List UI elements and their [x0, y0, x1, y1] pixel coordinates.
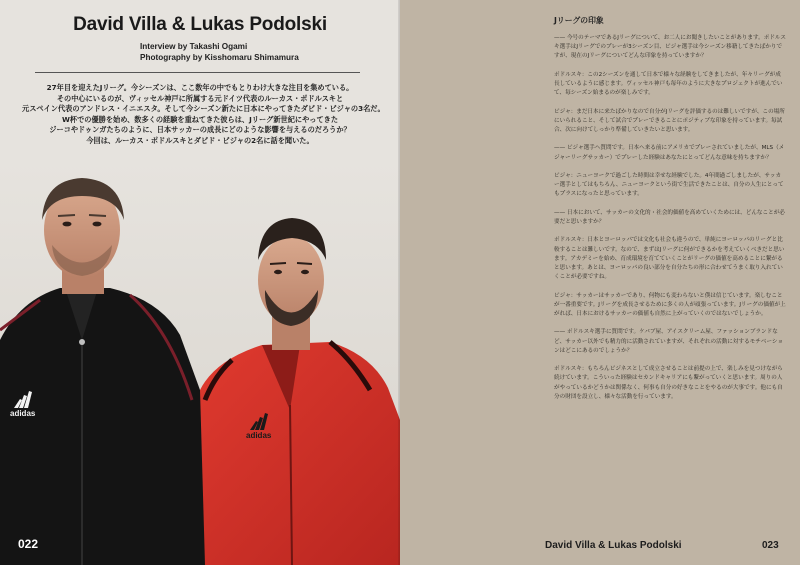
- intro-line: ジーコやドゥンガたちのように、日本サッカーの成長にどのような影響を与えるのだろうか？: [49, 125, 351, 135]
- credits: [140, 41, 299, 63]
- interview-paragraph: —— ビジャ選手へ質問です。日本へ来る前にアメリカでプレーされていましたが、MLS（メジャーリーグサッカー）でプレーした経験はあなたにとってどんな意味を持ちますか？: [554, 145, 785, 161]
- interview-paragraph: ポドルスキ：この2シーズンを通して日本で様々な経験をしてきましたが、年々リーグが成長しているように感じます。ヴィッセル神戸も毎年のように大きなプロジェクトが進んでいて、毎シーズン始まるのが楽しみです。: [554, 71, 783, 97]
- running-footer-title: David Villa & Lukas Podolski: [545, 540, 682, 551]
- intro-line: 27年目を迎えたJリーグ。今シーズンは、ここ数年の中でもとりわけ大きな注目を集めている。: [46, 83, 354, 92]
- title-divider: [35, 72, 360, 73]
- interview-paragraph: ビジャ：サッカーはサッカーであり、何物にも変わらないと僕は信じています。楽しむことが一番重要です。Jリーグを成長させるために多くの人が頑張っています。Jリーグの価値が上がれば、日本におけるサッカーの価値も自然に上がっていくのではないでしょうか。: [554, 292, 786, 317]
- article-title: David Villa & Lukas Podolski: [73, 14, 327, 35]
- interview-paragraph: —— 今号のテーマであるJリーグについて、お二人にお聞きしたいことがあります。ポドルスキ選手はJリーグでのプレーが3シーズン目、ビジャ選手は今シーズン移籍してきたばかりですが、現在のJリーグについてどんな印象を持っていますか？: [554, 35, 786, 60]
- interview-paragraph: ポドルスキ：日本とヨーロッパでは文化も社会も違うので、単純にヨーロッパのリーグと比較することは難しいです。なので、まずはJリーグに何ができるかを考えていくべきだと思います。アカデミーを始め、育成環境を育てていくことがリーグの価値を高めることに繋がると思います。あとは、ヨーロッパの良い部分を自分たちの形に合わせてうまく取り入れていくことが必要ですね。: [554, 237, 785, 281]
- interview-body: [554, 34, 786, 411]
- portrait-photo: [0, 160, 400, 565]
- adidas-wordmark-left: adidas: [10, 409, 36, 418]
- page-number-right: 023: [762, 540, 779, 551]
- interview-paragraph: —— ポドルスキ選手に質問です。ケバブ屋、アイスクリーム屋、ファッションブランドなど、サッカー以外でも精力的に活動されていますが、それぞれの活動に対するモチベーションはどこにあるのでしょうか？: [554, 329, 784, 354]
- intro-line: W杯での優勝を始め、数多くの経験を重ねてきた彼らは、Jリーグ新世紀にやってきた: [61, 114, 339, 124]
- intro-paragraph: [22, 83, 385, 147]
- interview-paragraph: —— 日本において、サッカーの文化的・社会的価値を高めていくためには、どんなことが必要だと思いますか？: [554, 209, 785, 225]
- intro-line: 元スペイン代表のアンドレス・イニエスタ。そして今シーズン新たに日本にやってきたダビド・ビジャの3名だ。: [22, 104, 385, 114]
- interview-paragraph: ビジャ：まだ日本に来たばかりなので自分がJリーグを評価するのは難しいですが、この場所にいられること、そして試合でプレーできることにポジティブな印象を持っています。毎試合、次に向けてしっかり準備していきたいと思います。: [554, 108, 785, 133]
- interview-paragraph: ポドルスキ：もちろんビジネスとして成立させることは前提の上で、楽しみを見つけながら続けています。こういった経験はセカンドキャリアにも繋がっていくと思います。周りの人がやっているかどうかは関係なく、何事も自分の好きなことをやるのが大事です。他にも自分の財団を設立し、様々な活動を行っています。: [554, 366, 783, 400]
- page-number-left: 022: [18, 537, 39, 551]
- interview-credit: Interview by Takashi Ogami: [140, 42, 248, 51]
- photography-credit: Photography by Kisshomaru Shimamura: [140, 53, 299, 62]
- interview-paragraph: ビジャ：ニューヨークで過ごした時間は幸せな経験でした。4年間過ごしましたが、サッカー選手としてはもちろん、ニューヨークという街で生活できたことは、自分の人生にとってもプラスになったと思っています。: [554, 172, 784, 198]
- section-heading: Jリーグの印象: [554, 16, 604, 25]
- intro-line: 今回は、ルーカス・ポドルスキとダビド・ビジャの2名に話を聞いた。: [86, 135, 314, 145]
- intro-line: その中心にいるのが、ヴィッセル神戸に所属する元ドイツ代表のルーカス・ポドルスキと: [56, 93, 344, 103]
- adidas-wordmark-right: adidas: [246, 431, 272, 440]
